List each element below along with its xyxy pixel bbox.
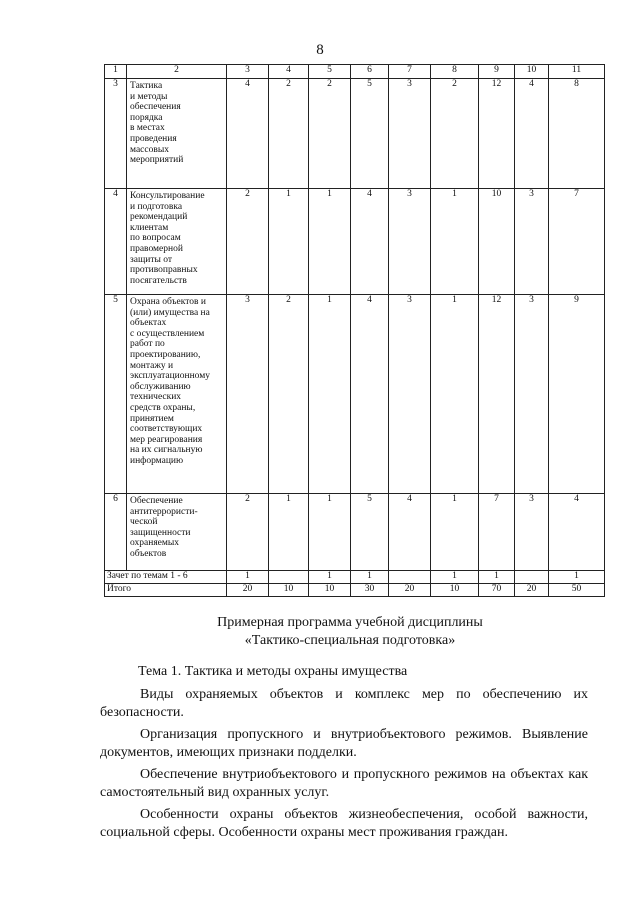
topic-line: обеспечения	[130, 102, 181, 113]
hours-cell: 2	[269, 79, 309, 189]
hours-cell: 3	[515, 295, 549, 494]
hours-cell: 1	[351, 571, 389, 584]
hours-cell: 4	[515, 79, 549, 189]
theme-heading: Тема 1. Тактика и методы охраны имущества	[138, 664, 408, 679]
topic-line: порядка	[130, 112, 163, 123]
topic-line: принятием	[130, 413, 174, 424]
hours-cell: 2	[431, 79, 479, 189]
topic-line: информацию	[130, 455, 184, 466]
topic-line: Обеспечение	[130, 496, 183, 506]
credit-row-label: Зачет по темам 1 - 6	[105, 571, 227, 584]
topic-line: ческой	[130, 517, 158, 528]
hours-cell: 1	[309, 295, 351, 494]
hours-cell	[515, 571, 549, 584]
topic-line: обслуживанию	[130, 381, 191, 392]
paragraph: Организация пропускного и внутриобъектового режимов. Выявление документов, имеющих признаки подделки.	[100, 727, 588, 760]
hours-cell: 5	[351, 494, 389, 571]
hours-cell: 10	[309, 584, 351, 597]
hours-cell: 4	[227, 79, 269, 189]
hours-cell: 1	[431, 494, 479, 571]
hours-cell: 9	[549, 295, 605, 494]
hours-cell: 1	[431, 295, 479, 494]
topic-line: антитеррористи-	[130, 506, 198, 517]
hours-cell: 3	[515, 494, 549, 571]
table-row	[105, 494, 605, 571]
topic-line: технических	[130, 392, 182, 403]
topic-line: с осуществлением	[130, 328, 205, 339]
hours-cell: 4	[549, 494, 605, 571]
topic-line: и методы	[130, 91, 168, 102]
hours-cell: 12	[479, 295, 515, 494]
row-number: 4	[105, 189, 127, 295]
hours-cell: 20	[515, 584, 549, 597]
hours-cell: 20	[389, 584, 431, 597]
table-row	[105, 79, 605, 189]
row-number: 3	[105, 79, 127, 189]
row-number: 6	[105, 494, 127, 571]
header-cell: 7	[389, 65, 431, 79]
hours-cell: 12	[479, 79, 515, 189]
hours-cell: 1	[269, 494, 309, 571]
topic-line: работ по	[130, 339, 165, 350]
topic-line: соответствующих	[130, 424, 203, 435]
hours-table	[104, 64, 605, 597]
table-row	[105, 189, 605, 295]
table-row	[105, 295, 605, 494]
topic-cell	[127, 189, 227, 295]
topic-line: посягательств	[130, 275, 187, 286]
topic-line: защиты от	[130, 254, 173, 265]
hours-cell: 1	[309, 189, 351, 295]
hours-cell: 7	[479, 494, 515, 571]
hours-cell: 5	[351, 79, 389, 189]
topic-line: монтажу и	[130, 360, 174, 371]
header-cell: 10	[515, 65, 549, 79]
hours-cell: 2	[269, 295, 309, 494]
topic-line: на их сигнальную	[130, 445, 203, 456]
credit-row	[105, 571, 605, 584]
paragraph: Обеспечение внутриобъектового и пропускного режимов на объектах как самостоятельный вид охранных услуг.	[100, 767, 588, 800]
page-number: 8	[316, 42, 324, 58]
topic-line: средств охраны,	[130, 402, 196, 413]
hours-cell: 4	[389, 494, 431, 571]
topic-line: охраняемых	[130, 538, 180, 549]
topic-line: проектированию,	[130, 349, 201, 360]
hours-cell	[389, 571, 431, 584]
topic-line: и подготовка	[130, 201, 183, 212]
hours-cell: 20	[227, 584, 269, 597]
topic-line: правомерной	[130, 243, 183, 254]
hours-cell: 2	[227, 189, 269, 295]
hours-cell: 10	[479, 189, 515, 295]
total-row	[105, 584, 605, 597]
hours-cell: 50	[549, 584, 605, 597]
hours-cell: 1	[549, 571, 605, 584]
header-cell: 6	[351, 65, 389, 79]
hours-cell: 30	[351, 584, 389, 597]
program-title	[100, 614, 600, 650]
hours-cell: 2	[309, 79, 351, 189]
topic-line: в местах	[130, 123, 165, 134]
hours-cell: 4	[351, 189, 389, 295]
hours-cell: 1	[431, 189, 479, 295]
topic-line: рекомендаций	[130, 212, 188, 223]
hours-cell: 3	[227, 295, 269, 494]
topic-line: клиентам	[130, 222, 169, 233]
topic-line: массовых	[130, 144, 169, 155]
topic-line: защищенности	[130, 527, 191, 538]
header-cell: 9	[479, 65, 515, 79]
header-cell: 2	[127, 65, 227, 79]
hours-cell: 8	[549, 79, 605, 189]
hours-cell: 1	[309, 494, 351, 571]
topic-line: по вопросам	[130, 233, 181, 244]
hours-cell: 70	[479, 584, 515, 597]
hours-cell: 7	[549, 189, 605, 295]
paragraph: Особенности охраны объектов жизнеобеспечения, особой важности, социальной сферы. Особенности охраны мест проживания граждан.	[100, 807, 588, 840]
topic-line: объектах	[130, 318, 167, 329]
topic-line: объектов	[130, 548, 167, 559]
header-cell: 11	[549, 65, 605, 79]
row-number: 5	[105, 295, 127, 494]
paragraph: Виды охраняемых объектов и комплекс мер по обеспечению их безопасности.	[100, 687, 588, 720]
hours-cell: 1	[227, 571, 269, 584]
topic-cell	[127, 295, 227, 494]
hours-cell: 1	[431, 571, 479, 584]
hours-cell: 10	[431, 584, 479, 597]
header-cell: 5	[309, 65, 351, 79]
hours-cell: 10	[269, 584, 309, 597]
topic-cell	[127, 79, 227, 189]
hours-cell: 3	[515, 189, 549, 295]
header-cell: 3	[227, 65, 269, 79]
header-cell: 4	[269, 65, 309, 79]
hours-cell: 1	[309, 571, 351, 584]
hours-cell: 2	[227, 494, 269, 571]
topic-line: мер реагирования	[130, 434, 203, 445]
hours-cell: 4	[351, 295, 389, 494]
topic-line: противоправных	[130, 265, 198, 276]
header-cell: 1	[105, 65, 127, 79]
table-header-row	[105, 65, 605, 79]
hours-cell: 1	[269, 189, 309, 295]
hours-cell	[269, 571, 309, 584]
topic-line: мероприятий	[130, 155, 184, 166]
hours-cell: 1	[479, 571, 515, 584]
program-title-line1: Примерная программа учебной дисциплины	[217, 615, 483, 630]
hours-cell: 3	[389, 295, 431, 494]
topic-cell	[127, 494, 227, 571]
topic-line: Охрана объектов и	[130, 297, 206, 307]
hours-cell: 3	[389, 79, 431, 189]
total-row-label: Итого	[105, 584, 227, 597]
hours-cell: 3	[389, 189, 431, 295]
topic-line: (или) имущества на	[130, 307, 210, 318]
program-title-line2: «Тактико-специальная подготовка»	[244, 633, 456, 648]
topic-line: Тактика	[130, 81, 163, 91]
topic-line: проведения	[130, 133, 177, 144]
topic-line: эксплуатационному	[130, 371, 210, 382]
header-cell: 8	[431, 65, 479, 79]
topic-line: Консультирование	[130, 191, 205, 201]
body-text	[100, 686, 588, 846]
